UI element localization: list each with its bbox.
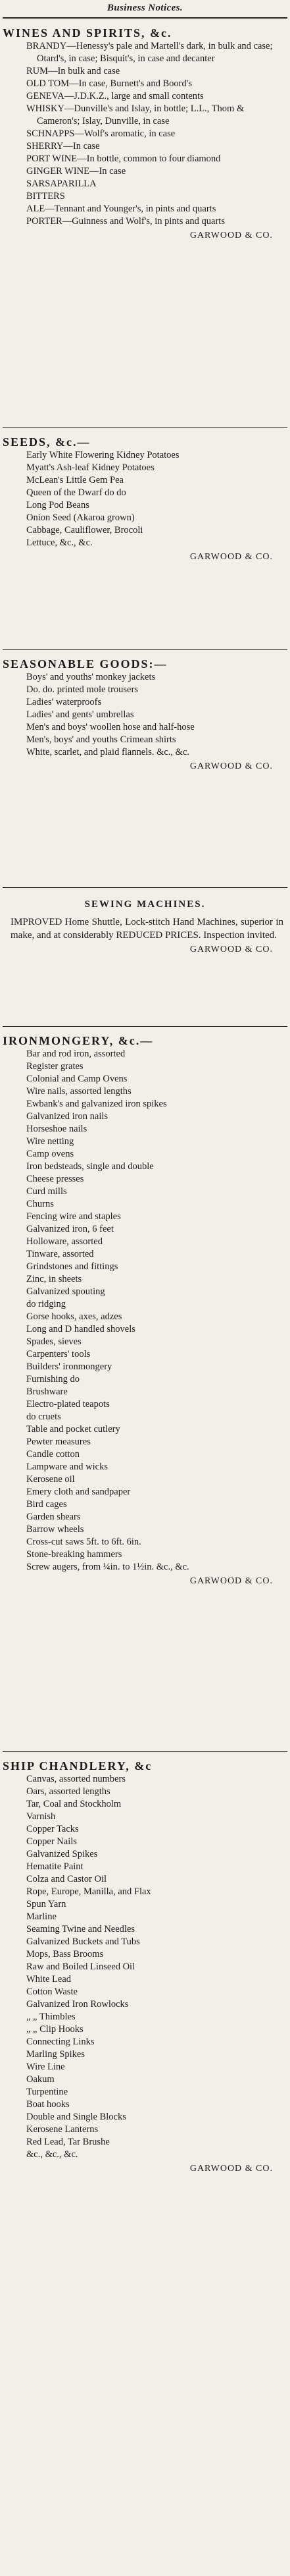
list-item: Canvas, assorted numbers: [26, 1774, 126, 1784]
signature: GARWOOD & CO.: [189, 945, 273, 954]
item-list: [3, 449, 287, 549]
list-item: Builders' ironmongery: [26, 1361, 112, 1372]
ad-ship-chandlery: [3, 1752, 287, 2266]
list-item: PORT WINE—In bottle, common to four diamond: [26, 153, 221, 164]
list-item: Cross-cut saws 5ft. to 6ft. 6in.: [26, 1537, 141, 1547]
ad-heading: IRONMONGERY, &c.—: [3, 1034, 154, 1047]
ad-sewing-machines: [3, 888, 287, 1026]
list-item: &c., &c., &c.: [26, 2149, 78, 2160]
list-item: WHISKY—Dunville's and Islay, in bottle; L.L., Thom & Cameron's; Islay, Dunville, in case: [26, 103, 245, 126]
list-item: Mops, Bass Brooms: [26, 1949, 104, 1959]
list-item: SARSAPARILLA: [26, 178, 97, 189]
list-item: Register grates: [26, 1061, 84, 1072]
list-item: Colza and Castor Oil: [26, 1874, 107, 1884]
item-list: [3, 1048, 287, 1574]
list-item: „ „ Clip Hooks: [26, 2024, 84, 2035]
list-item: Oars, assorted lengths: [26, 1786, 110, 1797]
list-item: Colonial and Camp Ovens: [26, 1074, 128, 1084]
list-item: BRANDY—Henessy's pale and Martell's dark, in bulk and case; Otard's, in case; Bisquit's, in case and decanter: [26, 41, 273, 64]
list-item: Churns: [26, 1199, 54, 1209]
item-list: [3, 671, 287, 759]
ad-heading: SEASONABLE GOODS:—: [3, 657, 168, 671]
list-item: Connecting Links: [26, 2037, 95, 2047]
list-item: OLD TOM—In case, Burnett's and Boord's: [26, 78, 192, 89]
ad-heading: WINES AND SPIRITS, &c.: [3, 26, 172, 40]
list-item: Tinware, assorted: [26, 1249, 94, 1259]
list-item: Bird cages: [26, 1499, 67, 1510]
list-item: Double and Single Blocks: [26, 2112, 126, 2122]
ad-heading: SEEDS, &c.—: [3, 435, 91, 449]
list-item: Oakum: [26, 2074, 55, 2085]
signature: GARWOOD & CO.: [189, 552, 273, 562]
page-heading: Business Notices.: [107, 3, 183, 13]
list-item: SCHNAPPS—Wolf's aromatic, in case: [26, 128, 176, 139]
ad-seasonable-goods: [3, 650, 287, 887]
ad-heading: SEWING MACHINES.: [84, 899, 206, 910]
list-item: Early White Flowering Kidney Potatoes: [26, 450, 180, 460]
ad-wines-and-spirits: [3, 19, 287, 427]
list-item: Candle cotton: [26, 1449, 80, 1460]
list-item: Lettuce, &c., &c.: [26, 537, 93, 548]
signature: GARWOOD & CO.: [189, 1576, 273, 1586]
list-item: Grindstones and fittings: [26, 1261, 118, 1272]
list-item: Galvanized Iron Rowlocks: [26, 1999, 129, 2010]
list-item: Red Lead, Tar Brushe: [26, 2137, 110, 2147]
list-item: Carpenters' tools: [26, 1349, 91, 1359]
list-item: Hematite Paint: [26, 1861, 84, 1872]
list-item: Tar, Coal and Stockholm: [26, 1799, 122, 1809]
list-item: Bar and rod iron, assorted: [26, 1049, 126, 1059]
list-item: Wire netting: [26, 1136, 74, 1147]
list-item: White, scarlet, and plaid flannels. &c., &c.: [26, 747, 190, 757]
list-item: Long Pod Beans: [26, 500, 89, 510]
list-item: Brushware: [26, 1386, 68, 1397]
list-item: Men's and boys' woollen hose and half-hose: [26, 722, 195, 732]
list-item: Galvanized iron, 6 feet: [26, 1224, 114, 1234]
list-item: Wire Line: [26, 2062, 65, 2072]
list-item: Do. do. printed mole trousers: [26, 684, 138, 695]
list-item: Onion Seed (Akaroa grown): [26, 512, 135, 523]
signature: GARWOOD & CO.: [189, 231, 273, 240]
list-item: Barrow wheels: [26, 1524, 84, 1535]
list-item: Camp ovens: [26, 1149, 74, 1159]
list-item: GINGER WINE—In case: [26, 166, 126, 177]
list-item: Table and pocket cutlery: [26, 1424, 120, 1435]
list-item: Turpentine: [26, 2087, 68, 2097]
list-item: Galvanized Spikes: [26, 1849, 98, 1859]
ad-heading: SHIP CHANDLERY, &c: [3, 1759, 153, 1772]
list-item: Seaming Twine and Needles: [26, 1924, 135, 1934]
list-item: Galvanized iron nails: [26, 1111, 109, 1122]
list-item: Garden shears: [26, 1512, 81, 1522]
list-item: Spades, sieves: [26, 1336, 82, 1347]
list-item: Ladies' waterproofs: [26, 697, 102, 707]
list-item: SHERRY—In case: [26, 141, 100, 151]
list-item: Rope, Europe, Manilla, and Flax: [26, 1886, 151, 1897]
item-list: [3, 1773, 287, 2161]
list-item: Marling Spikes: [26, 2049, 85, 2060]
ad-ironmongery: [3, 1027, 287, 1751]
list-item: Holloware, assorted: [26, 1236, 103, 1247]
list-item: Ewbank's and galvanized iron spikes: [26, 1099, 167, 1109]
list-item: GENEVA—J.D.K.Z., large and small contents: [26, 91, 204, 101]
list-item: Spun Yarn: [26, 1899, 66, 1909]
list-item: Myatt's Ash-leaf Kidney Potatoes: [26, 462, 155, 473]
list-item: Pewter measures: [26, 1437, 91, 1447]
list-item: PORTER—Guinness and Wolf's, in pints and quarts: [26, 216, 225, 227]
list-item: RUM—In bulk and case: [26, 66, 120, 76]
list-item: Queen of the Dwarf do do: [26, 487, 126, 498]
list-item: Raw and Boiled Linseed Oil: [26, 1961, 135, 1972]
list-item: Galvanized Buckets and Tubs: [26, 1936, 140, 1947]
list-item: Iron bedsteads, single and double: [26, 1161, 154, 1172]
list-item: Horseshoe nails: [26, 1124, 87, 1134]
list-item: Kerosene oil: [26, 1474, 75, 1485]
list-item: Boat hooks: [26, 2099, 70, 2110]
signature: GARWOOD & CO.: [189, 761, 273, 771]
list-item: Electro-plated teapots: [26, 1399, 110, 1410]
list-item: Screw augers, from ¼in. to 1½in. &c., &c.: [26, 1562, 189, 1572]
list-item: Men's, boys' and youths Crimean shirts: [26, 734, 176, 745]
list-item: Copper Tacks: [26, 1824, 79, 1834]
list-item: Long and D handled shovels: [26, 1324, 135, 1334]
list-item: Fencing wire and staples: [26, 1211, 121, 1222]
list-item: do ridging: [26, 1299, 66, 1309]
list-item: Cabbage, Cauliflower, Brocoli: [26, 525, 143, 535]
ad-intro: IMPROVED Home Shuttle, Lock-stitch Hand Machines, superior in make, and at considerably REDUCED PRICES. Inspection invited.: [11, 917, 283, 941]
list-item: BITTERS: [26, 191, 65, 202]
list-item: Zinc, in sheets: [26, 1274, 82, 1284]
list-item: Wire nails, assorted lengths: [26, 1086, 132, 1097]
list-item: White Lead: [26, 1974, 72, 1985]
list-item: Varnish: [26, 1811, 56, 1822]
ad-seeds: [3, 428, 287, 649]
list-item: Curd mills: [26, 1186, 67, 1197]
list-item: Marline: [26, 1911, 57, 1922]
list-item: Lampware and wicks: [26, 1462, 109, 1472]
list-item: Copper Nails: [26, 1836, 77, 1847]
list-item: Emery cloth and sandpaper: [26, 1487, 131, 1497]
item-list: [3, 40, 287, 228]
list-item: Kerosene Lanterns: [26, 2124, 99, 2135]
list-item: McLean's Little Gem Pea: [26, 475, 124, 485]
list-item: „ „ Thimbles: [26, 2012, 76, 2022]
list-item: Ladies' and gents' umbrellas: [26, 709, 134, 720]
list-item: Cotton Waste: [26, 1987, 78, 1997]
list-item: ALE—Tennant and Younger's, in pints and quarts: [26, 204, 216, 214]
list-item: Furnishing do: [26, 1374, 80, 1384]
list-item: Cheese presses: [26, 1174, 84, 1184]
list-item: Stone-breaking hammers: [26, 1549, 122, 1560]
signature: GARWOOD & CO.: [189, 2164, 273, 2174]
list-item: Galvanized spouting: [26, 1286, 105, 1297]
list-item: Gorse hooks, axes, adzes: [26, 1311, 122, 1322]
list-item: do cruets: [26, 1411, 61, 1422]
list-item: Boys' and youths' monkey jackets: [26, 672, 156, 682]
